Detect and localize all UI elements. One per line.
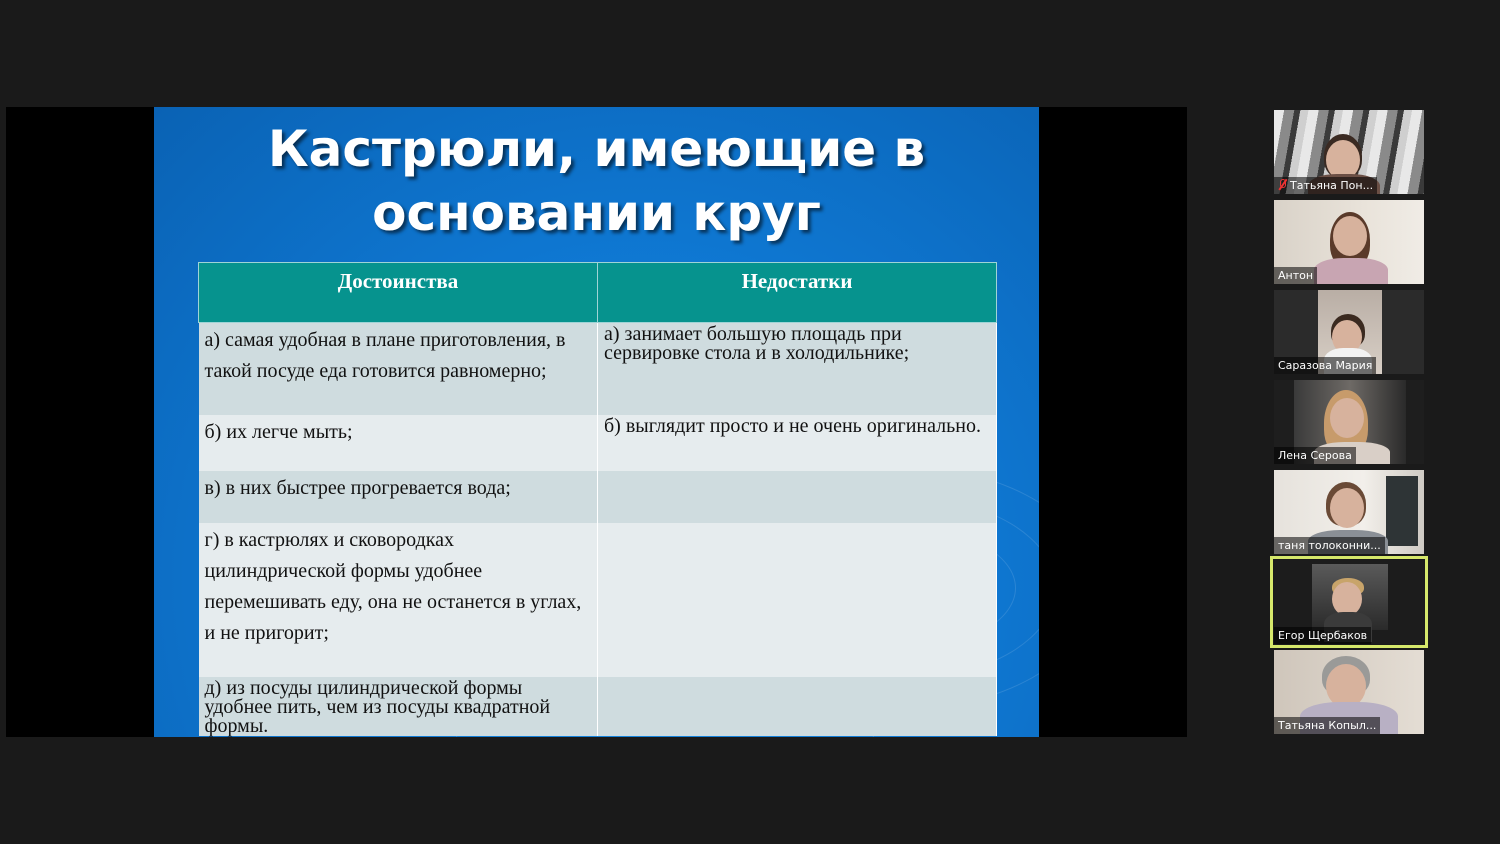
table-cell: а) самая удобная в плане приготовления, в такой посуде еда готовится равномерно;	[199, 323, 598, 415]
table-cell	[598, 523, 997, 677]
participant-tile[interactable]	[1274, 200, 1424, 284]
participant-tile[interactable]	[1274, 290, 1424, 374]
mic-muted-icon	[1278, 179, 1287, 190]
slide-title-line-1: Кастрюли, имеющие в	[267, 120, 926, 178]
participant-name: Лена Серова	[1274, 447, 1356, 464]
table-cell: б) их легче мыть;	[199, 415, 598, 471]
table-header-pros: Достоинства	[199, 263, 598, 323]
participant-name: Егор Щербаков	[1274, 627, 1371, 644]
table-header-cons: Недостатки	[598, 263, 997, 323]
participant-name: Антон	[1274, 267, 1317, 284]
participant-tile-active[interactable]	[1274, 560, 1424, 644]
participant-tile[interactable]	[1274, 110, 1424, 194]
table-row	[199, 523, 997, 677]
table-cell: а) занимает большую площадь при сервировке стола и в холодильнике;	[598, 323, 997, 415]
participant-name: Саразова Мария	[1274, 357, 1376, 374]
table-cell: д) из посуды цилиндрической формы удобнее пить, чем из посуды квадратной формы.	[199, 677, 598, 736]
table-row	[199, 415, 997, 471]
participant-tile[interactable]	[1274, 380, 1424, 464]
pros-cons-table	[198, 262, 997, 736]
table-cell: в) в них быстрее прогревается вода;	[199, 471, 598, 523]
participant-name: Татьяна Копыл...	[1274, 717, 1380, 734]
table-cell	[598, 677, 997, 736]
participant-name: таня толоконни...	[1274, 537, 1385, 554]
participant-tile[interactable]	[1274, 650, 1424, 734]
table-row	[199, 677, 997, 736]
participant-name: Татьяна Пон...	[1274, 177, 1377, 194]
table-row	[199, 323, 997, 415]
screen-share-area	[6, 107, 1187, 737]
table-cell: б) выглядит просто и не очень оригинально.	[598, 415, 997, 471]
table-row	[199, 471, 997, 523]
slide-title-line-2: основании круг	[372, 184, 821, 242]
presentation-slide	[154, 107, 1039, 737]
table-cell: г) в кастрюлях и сковородках цилиндрической формы удобнее перемешивать еду, она не останется в углах, и не пригорит;	[199, 523, 598, 677]
table-cell	[598, 471, 997, 523]
participant-tile[interactable]	[1274, 470, 1424, 554]
slide-title	[154, 117, 1039, 245]
